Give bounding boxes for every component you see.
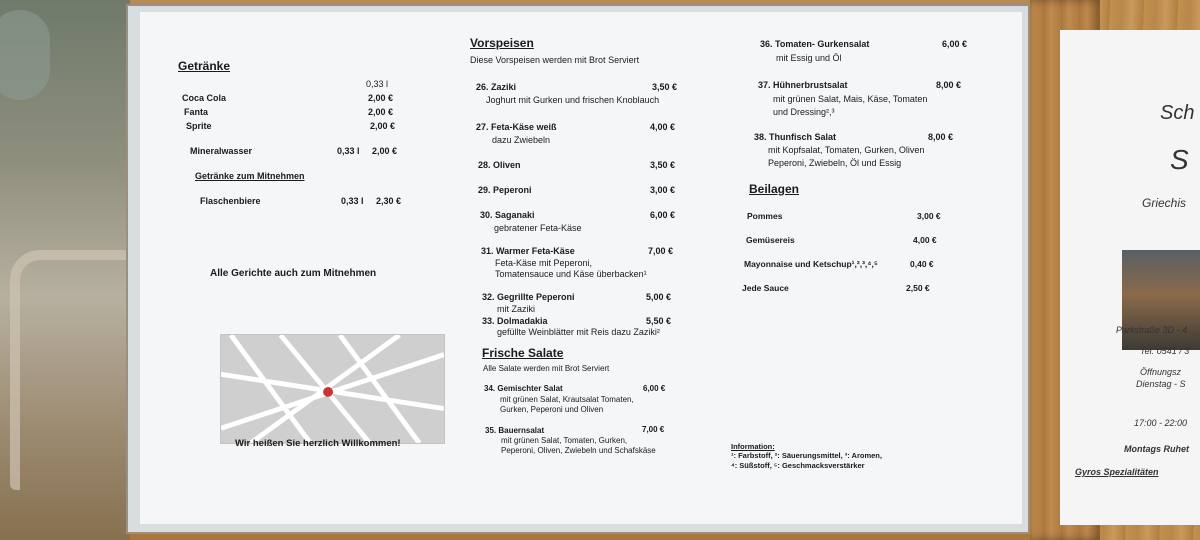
welcome-text: Wir heißen Sie herzlich Willkommen! (235, 438, 401, 449)
salad-desc: mit grünen Salat, Mais, Käse, Tomaten (773, 94, 928, 104)
salad-price: 8,00 € (936, 80, 962, 90)
salad-name: 36. Tomaten- Gurkensalat (760, 39, 870, 49)
salad-desc-2: Peperoni, Oliven, Zwiebeln und Schafskäse (501, 446, 656, 455)
sign-hours-title: Öffnungsz (1140, 367, 1182, 377)
salad-desc: mit grünen Salat, Krautsalat Tomaten, (500, 395, 634, 404)
salad-name: 34. Gemischter Salat (484, 384, 563, 393)
location-map (220, 334, 445, 444)
salad-name: 37. Hühnerbrustsalat (758, 80, 848, 90)
side-price: 3,00 € (917, 211, 941, 221)
starter-name: 26. Zaziki (476, 82, 517, 92)
water-volume: 0,33 l (337, 146, 360, 156)
starter-name: 29. Peperoni (478, 185, 532, 195)
starter-price: 3,00 € (650, 185, 676, 195)
info-title: Information: (731, 442, 775, 451)
beer-price: 2,30 € (376, 196, 402, 206)
salad-desc-2: Peperoni, Zwiebeln, Öl und Essig (768, 158, 902, 168)
sign-specials: Gyros Spezialitäten (1075, 467, 1159, 477)
takeaway-drinks-title: Getränke zum Mitnehmen (195, 171, 305, 181)
drink-name: Coca Cola (182, 93, 227, 103)
starters-subtitle: Diese Vorspeisen werden mit Brot Serviert (470, 55, 640, 65)
starter-name: 30. Saganaki (480, 210, 535, 220)
water-price: 2,00 € (372, 146, 398, 156)
salad-price: 7,00 € (642, 425, 665, 434)
starter-name: 33. Dolmadakia (482, 316, 548, 326)
menu-sheet (140, 12, 1022, 524)
sign-closed: Montags Ruhet (1124, 444, 1189, 454)
beer-name: Flaschenbiere (200, 196, 261, 206)
starter-desc: gefüllte Weinblätter mit Reis dazu Zaziki² (497, 327, 660, 337)
salad-name: 35. Bauernsalat (485, 426, 545, 435)
drink-name: Fanta (184, 107, 209, 117)
sign-times: 17:00 - 22:00 (1134, 418, 1188, 428)
starter-desc: mit Zaziki (497, 304, 535, 314)
side-sign (1060, 30, 1200, 525)
salads-subtitle: Alle Salate werden mit Brot Serviert (483, 364, 610, 373)
starter-desc: Feta-Käse mit Peperoni, (495, 258, 593, 268)
starter-name: 32. Gegrillte Peperoni (482, 292, 575, 302)
drink-name: Sprite (186, 121, 212, 131)
sign-phone: Tel: 0541 / 3 (1140, 346, 1190, 356)
sign-address: Parkstraße 3D - 4 (1116, 325, 1188, 335)
salads-title: Frische Salate (482, 346, 564, 360)
starter-price: 3,50 € (650, 160, 676, 170)
starter-price: 5,50 € (646, 316, 672, 326)
drinks-volume: 0,33 l (366, 79, 389, 89)
side-name: Mayonnaise und Ketschup¹,²,³,⁴,⁵ (744, 259, 878, 269)
starter-name: 27. Feta-Käse weiß (476, 122, 557, 132)
salad-desc-2: Gurken, Peperoni und Oliven (500, 405, 604, 414)
reflected-person (0, 10, 50, 100)
salad-desc: mit Essig und Öl (776, 53, 842, 63)
side-price: 4,00 € (913, 235, 937, 245)
starter-desc-2: Tomatensauce und Käse überbacken¹ (495, 269, 647, 279)
starter-desc: gebratener Feta-Käse (494, 223, 582, 233)
salad-desc-2: und Dressing²,³ (773, 107, 835, 117)
salad-price: 6,00 € (942, 39, 968, 49)
beer-volume: 0,33 l (341, 196, 364, 206)
salad-name: 38. Thunfisch Salat (754, 132, 837, 142)
starter-desc: dazu Zwiebeln (492, 135, 551, 145)
side-price: 0,40 € (910, 259, 934, 269)
starter-price: 6,00 € (650, 210, 676, 220)
takeaway-note: Alle Gerichte auch zum Mitnehmen (210, 268, 377, 279)
sign-title-1: Sch (1160, 102, 1195, 124)
starter-price: 5,00 € (646, 292, 672, 302)
water-name: Mineralwasser (190, 146, 253, 156)
starter-name: 28. Oliven (478, 160, 521, 170)
drink-price: 2,00 € (368, 107, 394, 117)
info-line-2: ⁴: Süßstoff, ⁵: Geschmacksverstärker (731, 461, 865, 470)
sign-title-2: S (1170, 144, 1189, 175)
starter-name: 31. Warmer Feta-Käse (481, 246, 575, 256)
drink-price: 2,00 € (370, 121, 396, 131)
side-price: 2,50 € (906, 283, 930, 293)
salad-desc: mit grünen Salat, Tomaten, Gurken, (501, 436, 628, 445)
sign-subtitle: Griechis (1142, 196, 1187, 210)
salad-price: 6,00 € (643, 384, 666, 393)
side-name: Jede Sauce (742, 283, 789, 293)
salad-price: 8,00 € (928, 132, 954, 142)
salad-desc: mit Kopfsalat, Tomaten, Gurken, Oliven (768, 145, 925, 155)
starters-title: Vorspeisen (470, 36, 534, 50)
starter-price: 3,50 € (652, 82, 678, 92)
sign-days: Dienstag - S (1136, 379, 1186, 389)
info-line-1: ¹: Farbstoff, ²: Säuerungsmittel, ³: Aromen, (731, 451, 882, 460)
side-name: Gemüsereis (746, 235, 795, 245)
drink-price: 2,00 € (368, 93, 394, 103)
starter-price: 4,00 € (650, 122, 676, 132)
starter-price: 7,00 € (648, 246, 674, 256)
drinks-title: Getränke (178, 59, 231, 73)
sides-title: Beilagen (749, 182, 800, 196)
side-name: Pommes (747, 211, 783, 221)
starter-desc: Joghurt mit Gurken und frischen Knoblauch (486, 95, 660, 105)
